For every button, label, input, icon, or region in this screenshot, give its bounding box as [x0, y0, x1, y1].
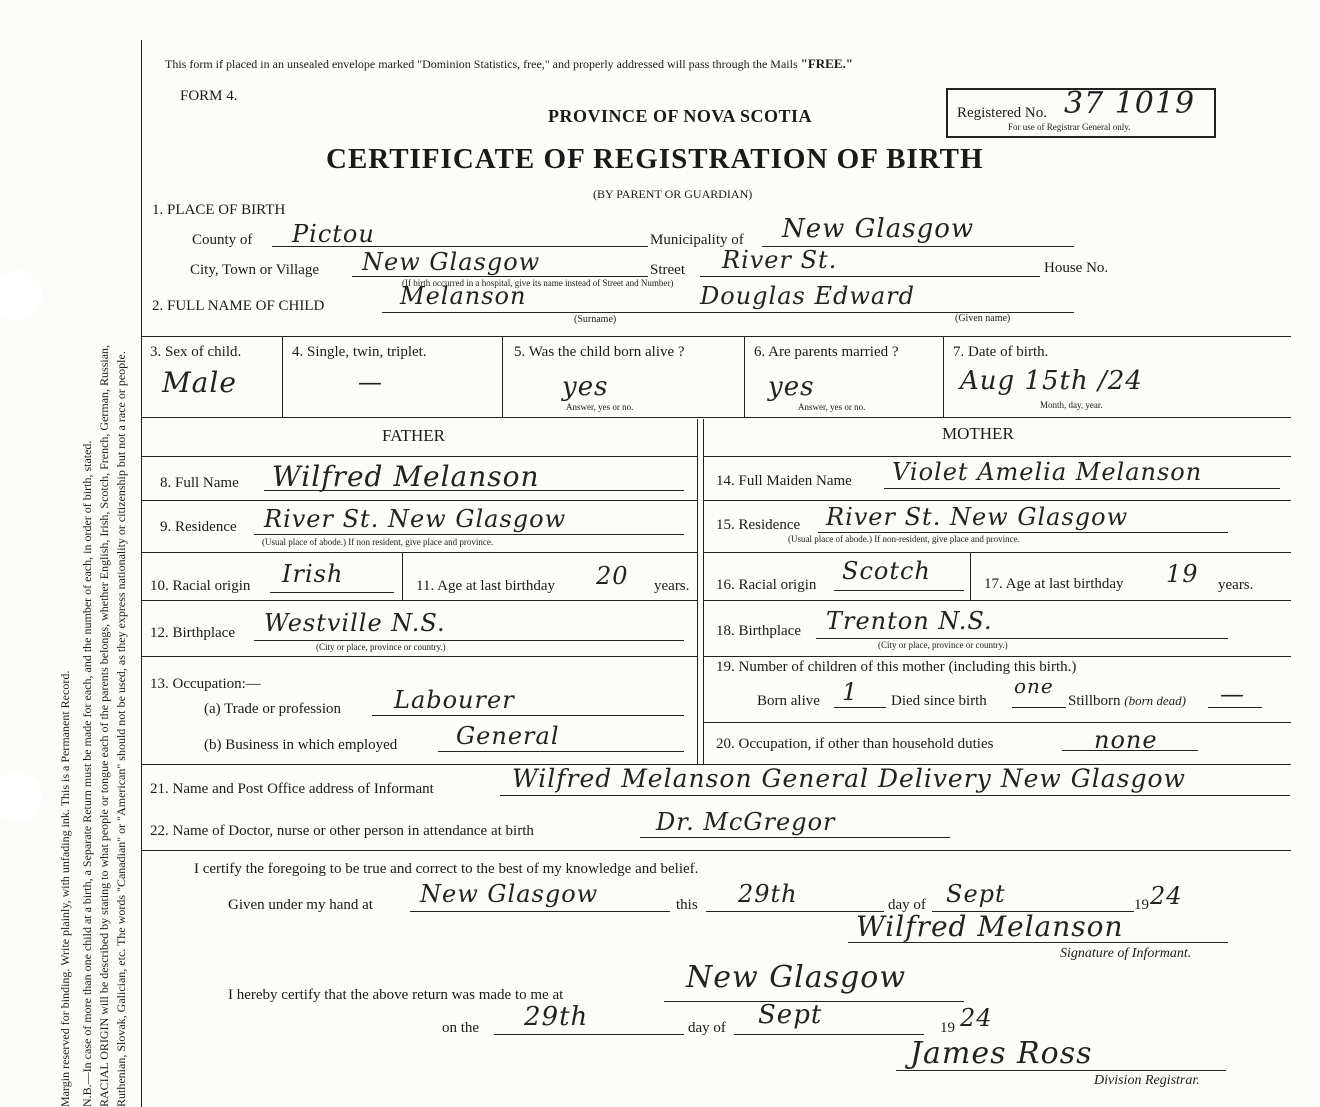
mother-name-value: Violet Amelia Melanson — [892, 458, 1203, 486]
margin-note-line: Ruthenian, Slovak, Galician, etc. The words "Canadian" or "American" should not be used, as they express nationality or citizenship but not a race or people. — [114, 351, 128, 1107]
mother-age-label: 17. Age at last birthday — [984, 576, 1124, 592]
registrar-month-value: Sept — [758, 1000, 823, 1030]
registrar-day-value: 29th — [524, 1002, 589, 1032]
house-number-label: House No. — [1044, 260, 1109, 276]
born-alive-count-value: 1 — [842, 678, 859, 706]
father-heading: FATHER — [382, 426, 445, 445]
margin-rule — [141, 40, 142, 1107]
given-place-value: New Glasgow — [420, 880, 599, 908]
father-trade-value: Labourer — [394, 686, 515, 714]
certify-statement: I certify the foregoing to be true and correct to the best of my knowledge and belief. — [194, 861, 699, 877]
date-of-birth-caption: Month, day, year. — [1040, 400, 1103, 410]
street-value: River St. — [722, 246, 838, 274]
father-occupation-label: 13. Occupation:— — [150, 676, 261, 692]
margin-note-line: RACIAL ORIGIN will be described by stating to what people or tongue each of the parents belongs, whether English, Irish, Scotch, French, German, Russian, — [97, 344, 111, 1107]
margin-note-line: N.B.—In case of more than one child at a birth, a Separate Return must be made for each, and the number of each, in order of birth, stated. — [80, 440, 94, 1107]
given-day-value: 29th — [738, 880, 798, 908]
father-birthplace-label: 12. Birthplace — [150, 625, 235, 641]
column-divider — [703, 419, 704, 764]
place-of-birth-heading: 1. PLACE OF BIRTH — [152, 202, 286, 218]
hospital-note: (If birth occurred in a hospital, give its name instead of Street and Number) — [402, 278, 674, 288]
mother-age-unit: years. — [1218, 577, 1254, 593]
municipality-label: Municipality of — [650, 232, 744, 248]
mother-residence-value: River St. New Glasgow — [826, 503, 1129, 531]
died-since-birth-label: Died since birth — [891, 693, 987, 709]
margin-note-line: Margin reserved for binding. Write plainly, with unfading ink. This is a Permanent Record. — [58, 670, 72, 1107]
stillborn-label: Stillborn (born dead) — [1068, 693, 1187, 709]
mother-age-value: 19 — [1166, 560, 1199, 588]
registrar-year-prefix: 19 — [940, 1020, 955, 1036]
registered-label: Registered No. — [957, 105, 1047, 121]
registrar-day-of-label: day of — [688, 1020, 726, 1036]
certificate-title: CERTIFICATE OF REGISTRATION OF BIRTH — [326, 143, 984, 175]
city-label: City, Town or Village — [190, 262, 320, 278]
child-given-value: Douglas Edward — [700, 282, 916, 310]
father-racial-label: 10. Racial origin — [150, 578, 251, 594]
father-age-unit: years. — [654, 578, 690, 594]
given-under-label: Given under my hand at — [228, 897, 373, 913]
registrar-signature: James Ross — [910, 1036, 1093, 1071]
county-value: Pictou — [292, 220, 375, 248]
child-name-label: 2. FULL NAME OF CHILD — [152, 298, 325, 314]
on-the-label: on the — [442, 1020, 480, 1036]
mother-heading: MOTHER — [942, 424, 1014, 443]
municipality-value: New Glasgow — [782, 214, 975, 244]
mother-birthplace-value: Trenton N.S. — [826, 607, 993, 635]
mother-birthplace-label: 18. Birthplace — [716, 623, 801, 639]
margin-notes — [0, 0, 140, 1107]
born-alive-value: yes — [562, 372, 609, 402]
this-label: this — [676, 897, 698, 913]
date-of-birth-label: 7. Date of birth. — [953, 344, 1049, 360]
mother-name-label: 14. Full Maiden Name — [716, 473, 852, 489]
father-business-label: (b) Business in which employed — [204, 737, 398, 753]
father-business-value: General — [456, 722, 560, 750]
father-residence-label: 9. Residence — [160, 519, 237, 535]
doctor-value: Dr. McGregor — [656, 808, 836, 836]
day-of-label: day of — [888, 897, 926, 913]
mother-children-label: 19. Number of children of this mother (including this birth.) — [716, 659, 1077, 675]
row3-top-rule — [141, 336, 1291, 337]
born-alive-label: 5. Was the child born alive ? — [514, 344, 685, 360]
given-year-value: 24 — [1150, 882, 1183, 910]
registrar-note: For use of Registrar General only. — [1008, 122, 1131, 132]
registrar-signature-caption: Division Registrar. — [1094, 1073, 1200, 1088]
mother-occupation-label: 20. Occupation, if other than household duties — [716, 736, 994, 752]
informant-signature-caption: Signature of Informant. — [1060, 946, 1192, 961]
doctor-label: 22. Name of Doctor, nurse or other person in attendance at birth — [150, 823, 534, 839]
given-year-prefix: 19 — [1134, 897, 1149, 913]
county-label: County of — [192, 232, 253, 248]
form-number: FORM 4. — [180, 88, 238, 104]
father-name-label: 8. Full Name — [160, 475, 239, 491]
father-racial-value: Irish — [282, 560, 344, 588]
born-alive-count-label: Born alive — [757, 693, 820, 709]
informant-value: Wilfred Melanson General Delivery New Glasgow — [512, 764, 1186, 793]
father-trade-label: (a) Trade or profession — [204, 701, 342, 717]
registrar-statement: I hereby certify that the above return was made to me at — [228, 987, 564, 1003]
informant-signature: Wilfred Melanson — [856, 910, 1124, 943]
surname-caption: (Surname) — [574, 314, 617, 325]
informant-label: 21. Name and Post Office address of Informant — [150, 781, 434, 797]
single-twin-label: 4. Single, twin, triplet. — [292, 344, 427, 360]
sex-label: 3. Sex of child. — [150, 344, 242, 360]
father-residence-caption: (Usual place of abode.) If non resident, give place and province. — [262, 537, 494, 547]
stillborn-value: — — [1220, 680, 1245, 708]
parents-married-value: yes — [768, 372, 815, 402]
parents-married-caption: Answer, yes or no. — [798, 402, 866, 412]
single-twin-value: — — [358, 368, 383, 396]
mother-racial-value: Scotch — [842, 557, 931, 585]
date-of-birth-value: Aug 15th /24 — [960, 366, 1143, 396]
column-divider — [697, 419, 698, 764]
registrar-place-value: New Glasgow — [686, 960, 907, 995]
mother-residence-caption: (Usual place of abode.) If non-resident, give place and province. — [788, 534, 1020, 544]
street-label: Street — [650, 262, 685, 278]
registrar-year-value: 24 — [960, 1004, 993, 1032]
father-birthplace-caption: (City or place, province or country.) — [316, 642, 446, 652]
mother-racial-label: 16. Racial origin — [716, 577, 817, 593]
sex-value: Male — [162, 366, 237, 399]
child-surname-value: Melanson — [400, 282, 527, 310]
father-age-label: 11. Age at last birthday — [416, 578, 555, 594]
mail-note: This form if placed in an unsealed envelope marked "Dominion Statistics, free," and properly addressed will pass through the Mails "FREE." — [165, 56, 853, 71]
registered-number: 37 1019 — [1064, 86, 1196, 121]
father-residence-value: River St. New Glasgow — [264, 505, 567, 533]
province-title: PROVINCE OF NOVA SCOTIA — [548, 106, 813, 126]
given-name-caption: (Given name) — [955, 313, 1011, 324]
mother-residence-label: 15. Residence — [716, 517, 801, 533]
parents-married-label: 6. Are parents married ? — [754, 344, 899, 360]
father-age-value: 20 — [596, 562, 629, 590]
mother-occupation-value: none — [1094, 726, 1158, 754]
died-since-birth-value: one — [1014, 674, 1054, 698]
father-birthplace-value: Westville N.S. — [264, 609, 446, 637]
father-name-value: Wilfred Melanson — [272, 460, 540, 493]
city-value: New Glasgow — [362, 248, 541, 276]
row3-bottom-rule — [141, 417, 1291, 418]
given-month-value: Sept — [946, 880, 1006, 908]
mother-birthplace-caption: (City or place, province or country.) — [878, 640, 1008, 650]
certificate-subtitle: (BY PARENT OR GUARDIAN) — [593, 187, 753, 201]
born-alive-caption: Answer, yes or no. — [566, 402, 634, 412]
